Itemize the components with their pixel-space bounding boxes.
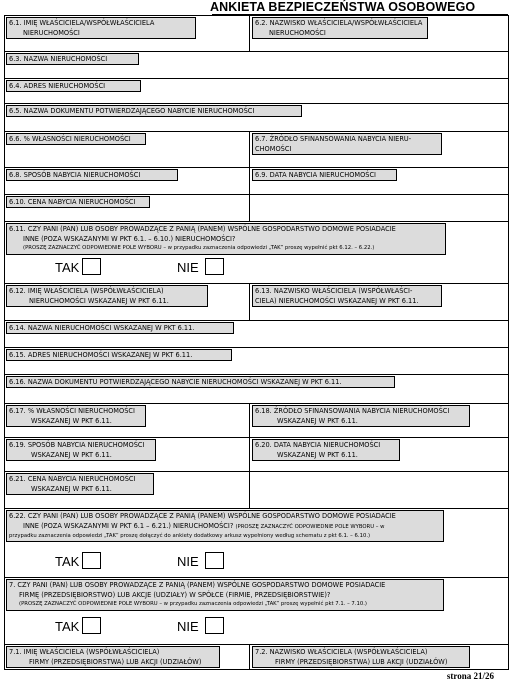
- no-checkbox[interactable]: [205, 258, 224, 275]
- row-6-19: [5, 437, 508, 471]
- label-6-14: 6.14. NAZWA NIERUCHOMOŚCI WSKAZANEJ W PKT 6.11.: [6, 322, 234, 334]
- label-7-1: 7.1. IMIĘ WŁAŚCICIELA (WSPÓŁWŁAŚCICIELA) FIRMY (PRZEDSIĘBIORSTWA) LUB AKCJI (UDZIAŁÓW): [6, 646, 220, 668]
- row-7-1: [5, 644, 508, 669]
- label-6-21: 6.21. CENA NABYCIA NIERUCHOMOŚCI WSKAZANEJ W PKT 6.11.: [6, 473, 154, 495]
- label-6-4: 6.4. ADRES NIERUCHOMOŚCI: [6, 80, 141, 92]
- label-6-2: 6.2. NAZWISKO WŁAŚCICIELA/WSPÓŁWŁAŚCICIELA NIERUCHOMOŚCI: [252, 17, 428, 39]
- no-label: NIE: [177, 619, 199, 634]
- label-6-19: 6.19. SPOSÓB NABYCIA NIERUCHOMOŚCI WSKAZANEJ W PKT 6.11.: [6, 439, 156, 461]
- label-6-10: 6.10. CENA NABYCIA NIERUCHOMOŚCI: [6, 196, 150, 208]
- label-6-5: 6.5. NAZWA DOKUMENTU POTWIERDZAJĄCEGO NABYCIE NIERUCHOMOŚCI: [6, 105, 302, 117]
- page-number: strona 21/26: [446, 671, 494, 681]
- no-label: NIE: [177, 554, 199, 569]
- row-6-1: [5, 15, 508, 51]
- row-6-22: [5, 508, 508, 577]
- label-6-3: 6.3. NAZWA NIERUCHOMOŚCI: [6, 53, 139, 65]
- label-6-22: 6.22. CZY PANI (PAN) LUB OSOBY PROWADZĄCE Z PANIĄ (PANEM) WSPÓLNE GOSPODARSTWO DOMOWE POSIADACIE INNE (POZA WSKAZANYMI W PKT 6.1 – 6.21.) NIERUCHOMOŚCI? (PROSZĘ ZAZNACZYĆ ODPOWIEDNIE POLE WYBORU – w przypadku zaznaczenia odpowiedzi „TAK” proszę dołączyć do ankiety dodatkowy arkusz wypełniony według schematu z pkt 6.1. – 6.10.): [6, 510, 444, 542]
- no-label: NIE: [177, 260, 199, 275]
- label-6-16: 6.16. NAZWA DOKUMENTU POTWIERDZAJĄCEGO NABYCIE NIERUCHOMOŚCI WSKAZANEJ W PKT 6.11.: [6, 376, 395, 388]
- label-6-9: 6.9. DATA NABYCIA NIERUCHOMOŚCI: [252, 169, 397, 181]
- yes-label: TAK: [55, 619, 80, 634]
- label-6-18: 6.18. ŹRÓDŁO SFINANSOWANIA NABYCIA NIERUCHOMOŚCI WSKAZANEJ W PKT 6.11.: [252, 405, 470, 427]
- row-6-10: [5, 194, 508, 221]
- row-7: [5, 577, 508, 644]
- yes-checkbox[interactable]: [82, 552, 101, 569]
- label-6-8: 6.8. SPOSÓB NABYCIA NIERUCHOMOŚCI: [6, 169, 178, 181]
- label-6-20: 6.20. DATA NABYCIA NIERUCHOMOŚCI WSKAZANEJ W PKT 6.11.: [252, 439, 400, 461]
- label-6-17: 6.17. % WŁASNOŚCI NIERUCHOMOŚCI WSKAZANEJ W PKT 6.11.: [6, 405, 146, 427]
- no-checkbox[interactable]: [205, 552, 224, 569]
- label-6-13: 6.13. NAZWISKO WŁAŚCICIELA (WSPÓŁWŁAŚCI- CIELA) NIERUCHOMOŚCI WSKAZANEJ W PKT 6.11.: [252, 285, 442, 307]
- label-6-11: 6.11. CZY PANI (PAN) LUB OSOBY PROWADZĄCE Z PANIĄ (PANEM) WSPÓLNE GOSPODARSTWO DOMOWE POSIADACIE INNE (POZA WSKAZANYMI W PKT 6.1. – 6.10.) NIERUCHOMOŚCI? (PROSZĘ ZAZNACZYĆ ODPOWIEDNIE POLE WYBORU – w przypadku zaznaczenia odpowiedzi „TAK” proszę wypełnić pkt 6.12. – 6.22.): [6, 223, 446, 255]
- row-6-16: [5, 374, 508, 403]
- row-6-21: [5, 471, 508, 508]
- row-6-5: [5, 103, 508, 131]
- row-6-17: [5, 403, 508, 437]
- row-6-14: [5, 320, 508, 347]
- row-6-4: [5, 78, 508, 103]
- row-6-11: [5, 221, 508, 283]
- row-6-15: [5, 347, 508, 374]
- label-6-1: 6.1. IMIĘ WŁAŚCICIELA/WSPÓŁWŁAŚCICIELA NIERUCHOMOŚCI: [6, 17, 196, 39]
- yes-checkbox[interactable]: [82, 617, 101, 634]
- label-6-15: 6.15. ADRES NIERUCHOMOŚCI WSKAZANEJ W PKT 6.11.: [6, 349, 232, 361]
- row-6-6: [5, 131, 508, 167]
- yes-label: TAK: [55, 554, 80, 569]
- label-7-2: 7.2. NAZWISKO WŁAŚCICIELA (WSPÓŁWŁAŚCICIELA) FIRMY (PRZEDSIĘBIORSTWA) LUB AKCJI (UDZIAŁÓW): [252, 646, 470, 668]
- label-7: 7. CZY PANI (PAN) LUB OSOBY PROWADZĄCE Z PANIĄ (PANEM) WSPÓLNE GOSPODARSTWO DOMOWE POSIADACIE FIRMĘ (PRZEDSIĘBIORSTWO) LUB AKCJE (UDZIAŁY) W SPÓŁCE (FIRMIE, PRZEDSIĘBIORSTWIE)? (PROSZĘ ZAZNACZYĆ ODPOWIEDNIE POLE WYBORU – w przypadku zaznaczenia odpowiedzi „TAK” proszę wypełnić pkt 7.1. – 7.10.): [6, 579, 444, 611]
- label-6-6: 6.6. % WŁASNOŚCI NIERUCHOMOŚCI: [6, 133, 146, 145]
- page-title: ANKIETA BEZPIECZEŃSTWA OSOBOWEGO: [210, 0, 476, 14]
- label-6-12: 6.12. IMIĘ WŁAŚCICIELA (WSPÓŁWŁAŚCICIELA) NIERUCHOMOŚCI WSKAZANEJ W PKT 6.11.: [6, 285, 208, 307]
- yes-label: TAK: [55, 260, 80, 275]
- row-6-3: [5, 51, 508, 78]
- row-6-8: [5, 167, 508, 194]
- no-checkbox[interactable]: [205, 617, 224, 634]
- form-table: [4, 15, 509, 670]
- yes-checkbox[interactable]: [82, 258, 101, 275]
- row-6-12: [5, 283, 508, 320]
- label-6-7: 6.7. ŹRÓDŁO SFINANSOWANIA NABYCIA NIERU- CHOMOŚCI: [252, 133, 442, 155]
